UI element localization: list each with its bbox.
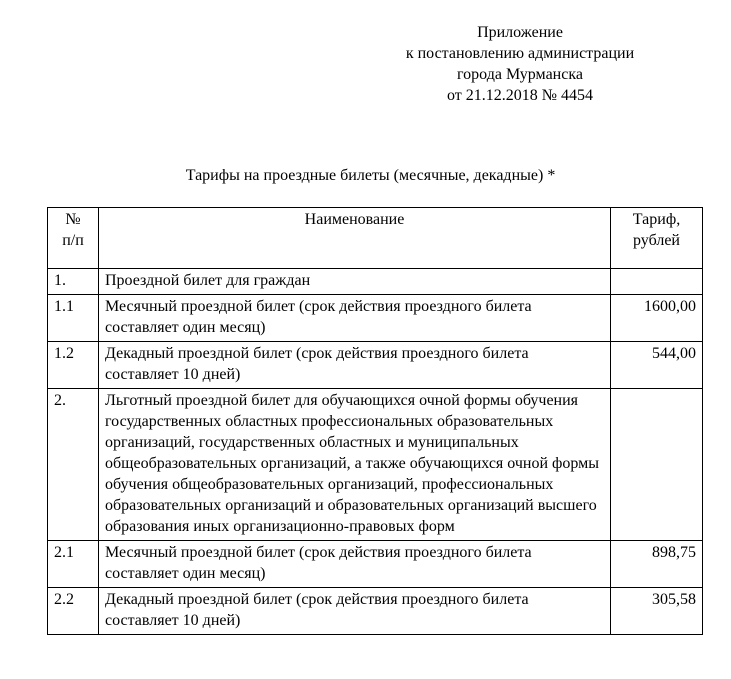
appendix-line-3: города Мурманска [457,66,583,83]
header-name: Наименование [99,208,611,269]
header-tariff [611,208,703,269]
row-name: Проездной билет для граждан [99,269,611,295]
row-tariff: 544,00 [611,342,703,389]
table-row [48,269,703,295]
header-tariff-line-1: Тариф, [632,211,681,228]
table-row [48,588,703,635]
appendix-line-2: к постановлению администрации [405,45,635,62]
row-name: Декадный проездной билет (срок действия проездного билета составляет 10 дней) [99,588,611,635]
row-number: 2. [48,389,99,541]
row-name: Месячный проездной билет (срок действия проездного билета составляет один месяц) [99,541,611,588]
row-tariff: 305,58 [611,588,703,635]
row-tariff: 1600,00 [611,295,703,342]
row-number: 1.2 [48,342,99,389]
table-header-row [48,208,703,269]
row-number: 2.1 [48,541,99,588]
row-number: 1.1 [48,295,99,342]
table-row [48,295,703,342]
row-number: 1. [48,269,99,295]
appendix-line-1: Приложение [477,24,563,41]
header-number-line-2: п/п [62,232,84,249]
row-tariff: 898,75 [611,541,703,588]
appendix-header [380,22,660,106]
row-name: Месячный проездной билет (срок действия проездного билета составляет один месяц) [99,295,611,342]
table-row [48,541,703,588]
row-tariff [611,269,703,295]
header-number-line-1: № [65,211,81,228]
row-number: 2.2 [48,588,99,635]
tariffs-table [47,207,703,635]
row-name: Льготный проездной билет для обучающихся очной формы обучения государственных областных профессиональных образовательных организаций, государственных областных и муниципальных общеобразовательных организаций, а также обучающихся очной формы обучения общеобразовательных организаций, профессиональных образовательных организаций и образовательных организаций высшего образования иных организационно-правовых форм [99,389,611,541]
appendix-line-4: от 21.12.2018 № 4454 [446,87,594,104]
row-tariff [611,389,703,541]
document-title: Тарифы на проездные билеты (месячные, декадные) * [185,167,556,184]
row-name: Декадный проездной билет (срок действия проездного билета составляет 10 дней) [99,342,611,389]
header-number [48,208,99,269]
table-row [48,342,703,389]
header-tariff-line-2: рублей [633,232,680,249]
table-row [48,389,703,541]
